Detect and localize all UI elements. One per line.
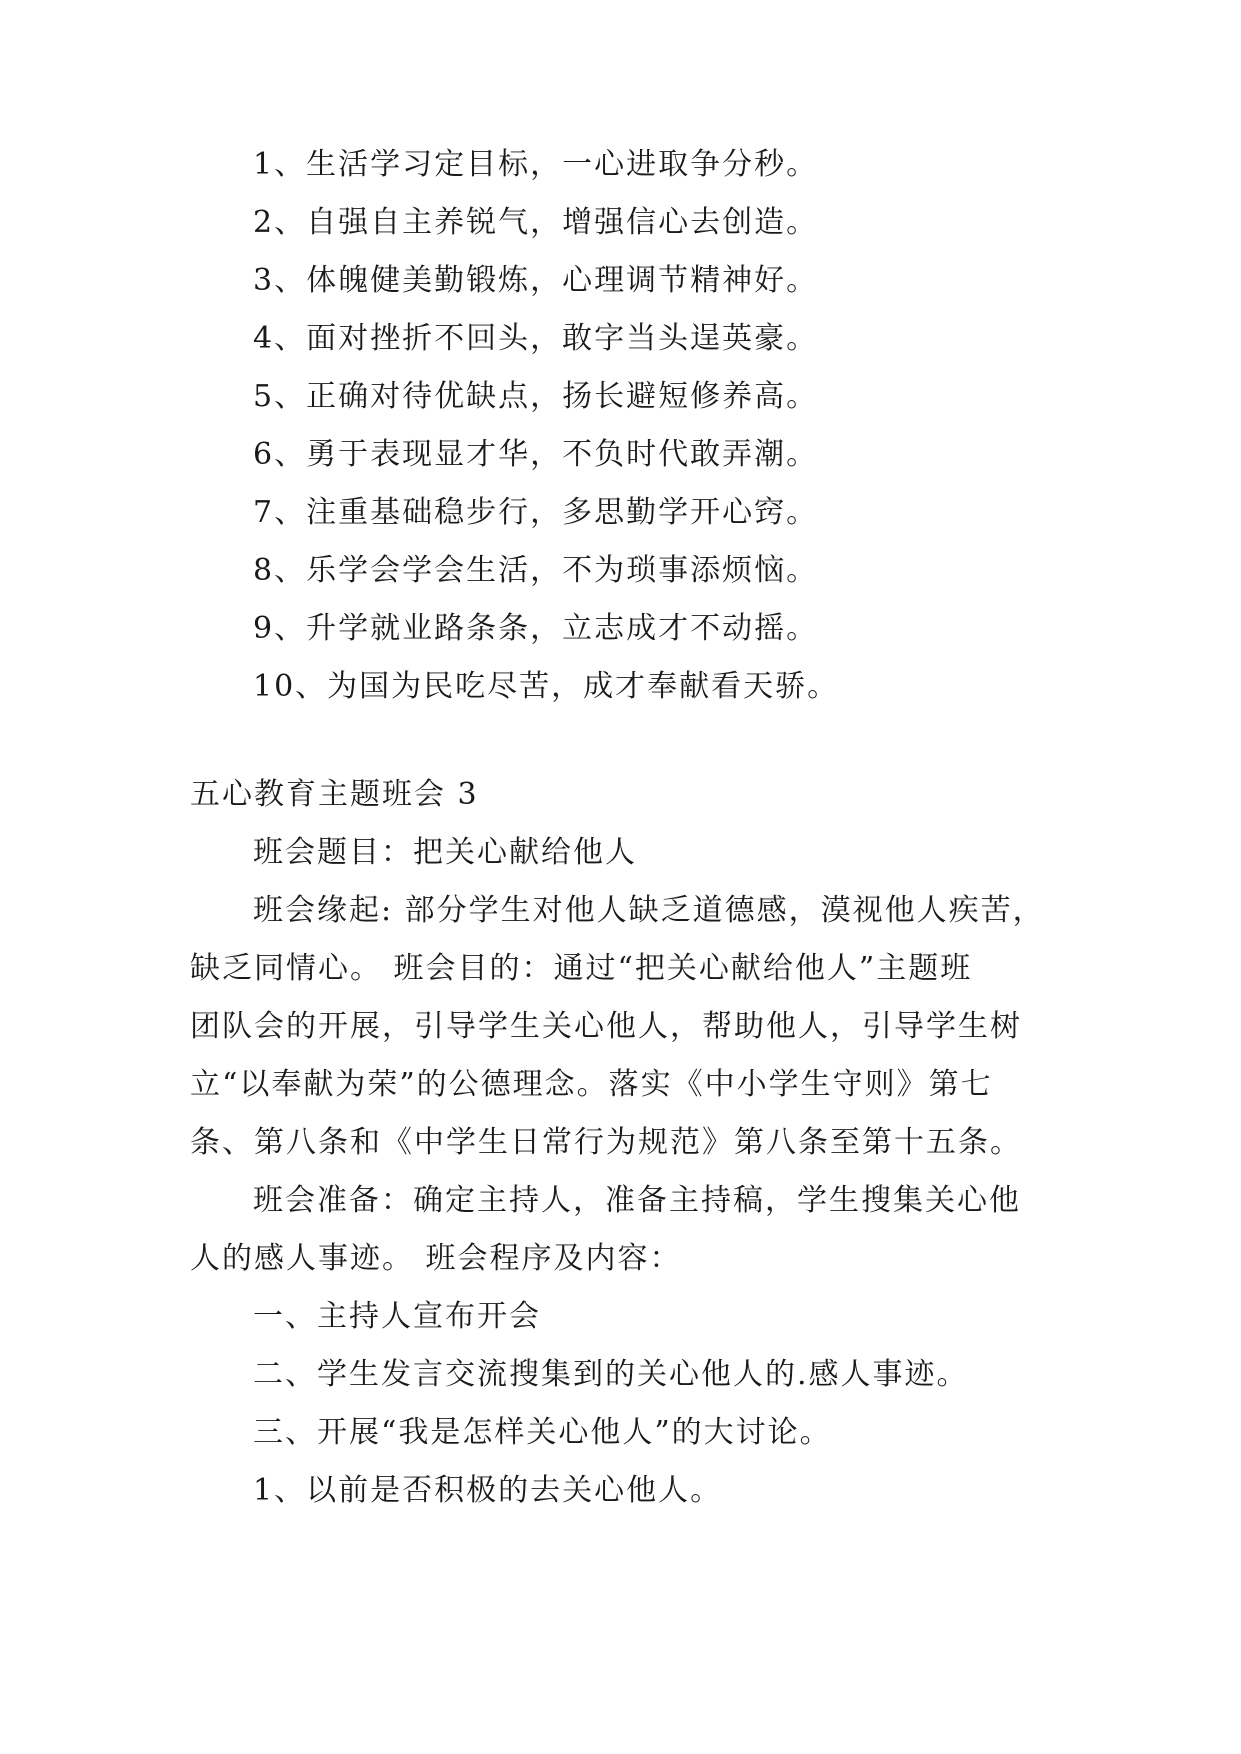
origin-paragraph-line: 条、第八条和《中学生日常行为规范》第八条至第十五条。: [190, 1125, 1022, 1160]
procedure-step: 二、学生发言交流搜集到的关心他人的.感人事迹。: [253, 1357, 969, 1392]
list-item: 10、为国为民吃尽苦，成才奉献看天骄。: [253, 669, 840, 704]
origin-paragraph-line: 班会缘起: 部分学生对他人缺乏道德感，漠视他人疾苦，: [253, 893, 1045, 928]
list-item: 9、升学就业路条条，立志成才不动摇。: [253, 611, 819, 646]
origin-paragraph-line: 立“以奉献为荣”的公德理念。落实《中小学生守则》第七: [190, 1067, 993, 1102]
list-item: 5、正确对待优缺点，扬长避短修养高。: [253, 379, 819, 414]
procedure-step: 1、以前是否积极的去关心他人。: [253, 1473, 723, 1508]
list-item: 2、自强自主养锐气，增强信心去创造。: [253, 205, 819, 240]
origin-paragraph-line: 缺乏同情心。 班会目的：通过“把关心献给他人”主题班: [190, 951, 973, 986]
list-item: 6、勇于表现显才华，不负时代敢弄潮。: [253, 437, 819, 472]
list-item: 7、注重基础稳步行，多思勤学开心窍。: [253, 495, 819, 530]
section-title: 五心教育主题班会 3: [190, 777, 479, 812]
list-item: 8、乐学会学会生活，不为琐事添烦恼。: [253, 553, 819, 588]
prep-paragraph-line: 班会准备：确定主持人，准备主持稿，学生搜集关心他: [253, 1183, 1021, 1218]
prep-paragraph-line: 人的感人事迹。 班会程序及内容：: [190, 1241, 682, 1276]
meeting-topic: 班会题目：把关心献给他人: [253, 835, 637, 870]
procedure-step: 三、开展“我是怎样关心他人”的大讨论。: [253, 1415, 832, 1450]
list-item: 3、体魄健美勤锻炼，心理调节精神好。: [253, 263, 819, 298]
procedure-step: 一、主持人宣布开会: [253, 1299, 541, 1334]
origin-paragraph-line: 团队会的开展，引导学生关心他人，帮助他人，引导学生树: [190, 1009, 1022, 1044]
list-item: 1、生活学习定目标，一心进取争分秒。: [253, 147, 819, 182]
list-item: 4、面对挫折不回头，敢字当头逞英豪。: [253, 321, 819, 356]
